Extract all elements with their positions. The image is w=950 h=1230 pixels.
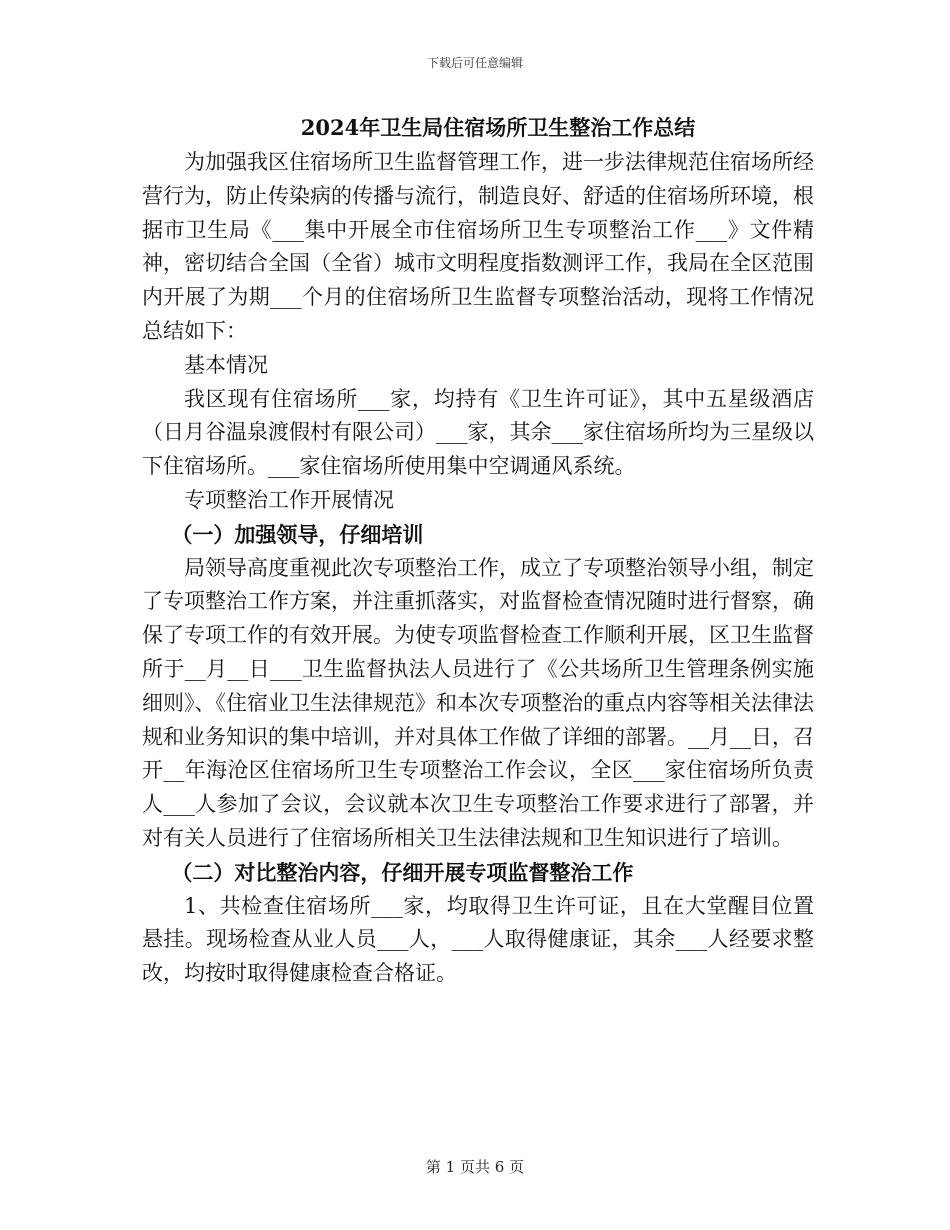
subheading-inspection: （二）对比整治内容，仔细开展专项监督整治工作 [171,859,634,885]
basic-paragraph: 我区现有住宿场所___家，均持有《卫生许可证》，其中五星级酒店（日月谷温泉渡假村有限公司）___家，其余___家住宿场所均为三星级以下住宿场所。___家住宿场所使用集中空调通风系统。 [142,386,814,479]
leadership-paragraph: 局领导高度重视此次专项整治工作，成立了专项整治领导小组，制定了专项整治工作方案，并注重抓落实，对监督检查情况随时进行督察，确保了专项工作的有效开展。为使专项监督检查工作顺利开展，区卫生监督所于__月__日___卫生监督执法人员进行了《公共场所卫生管理条例实施细则》、《住宿业卫生法律规范》和本次专项整治的重点内容等相关法律法规和业务知识的集中培训，并对具体工作做了详细的部署。__月__日，召开__年海沧区住宿场所卫生专项整治工作会议，全区___家住宿场所负责人___人参加了会议，会议就本次卫生专项整治工作要求进行了部署，并对有关人员进行了住宿场所相关卫生法律法规和卫生知识进行了培训。 [142,555,814,850]
inspection-paragraph: 1、共检查住宿场所___家，均取得卫生许可证，且在大堂醒目位置悬挂。现场检查从业人员___人，___人取得健康证，其余___人经要求整改，均按时取得健康检查合格证。 [142,893,814,986]
section-heading-special: 专项整治工作开展情况 [184,487,394,512]
intro-paragraph: 为加强我区住宿场所卫生监督管理工作，进一步法律规范住宿场所经营行为，防止传染病的传播与流行，制造良好、舒适的住宿场所环境，根据市卫生局《___集中开展全市住宿场所卫生专项整治工作___》文件精神，密切结合全国（全省）城市文明程度指数测评工作，我局在全区范围内开展了为期___个月的住宿场所卫生监督专项整治活动，现将工作情况总结如下： [142,150,814,343]
section-heading-basic: 基本情况 [184,352,268,377]
subheading-leadership: （一）加强领导，仔细培训 [171,521,424,547]
document-body [142,110,814,991]
page-number: 第 1 页共 6 页 [425,1158,525,1176]
header-note: 下载后可任意编辑 [426,56,523,70]
document-title: 2024年卫生局住宿场所卫生整治工作总结 [300,115,696,140]
